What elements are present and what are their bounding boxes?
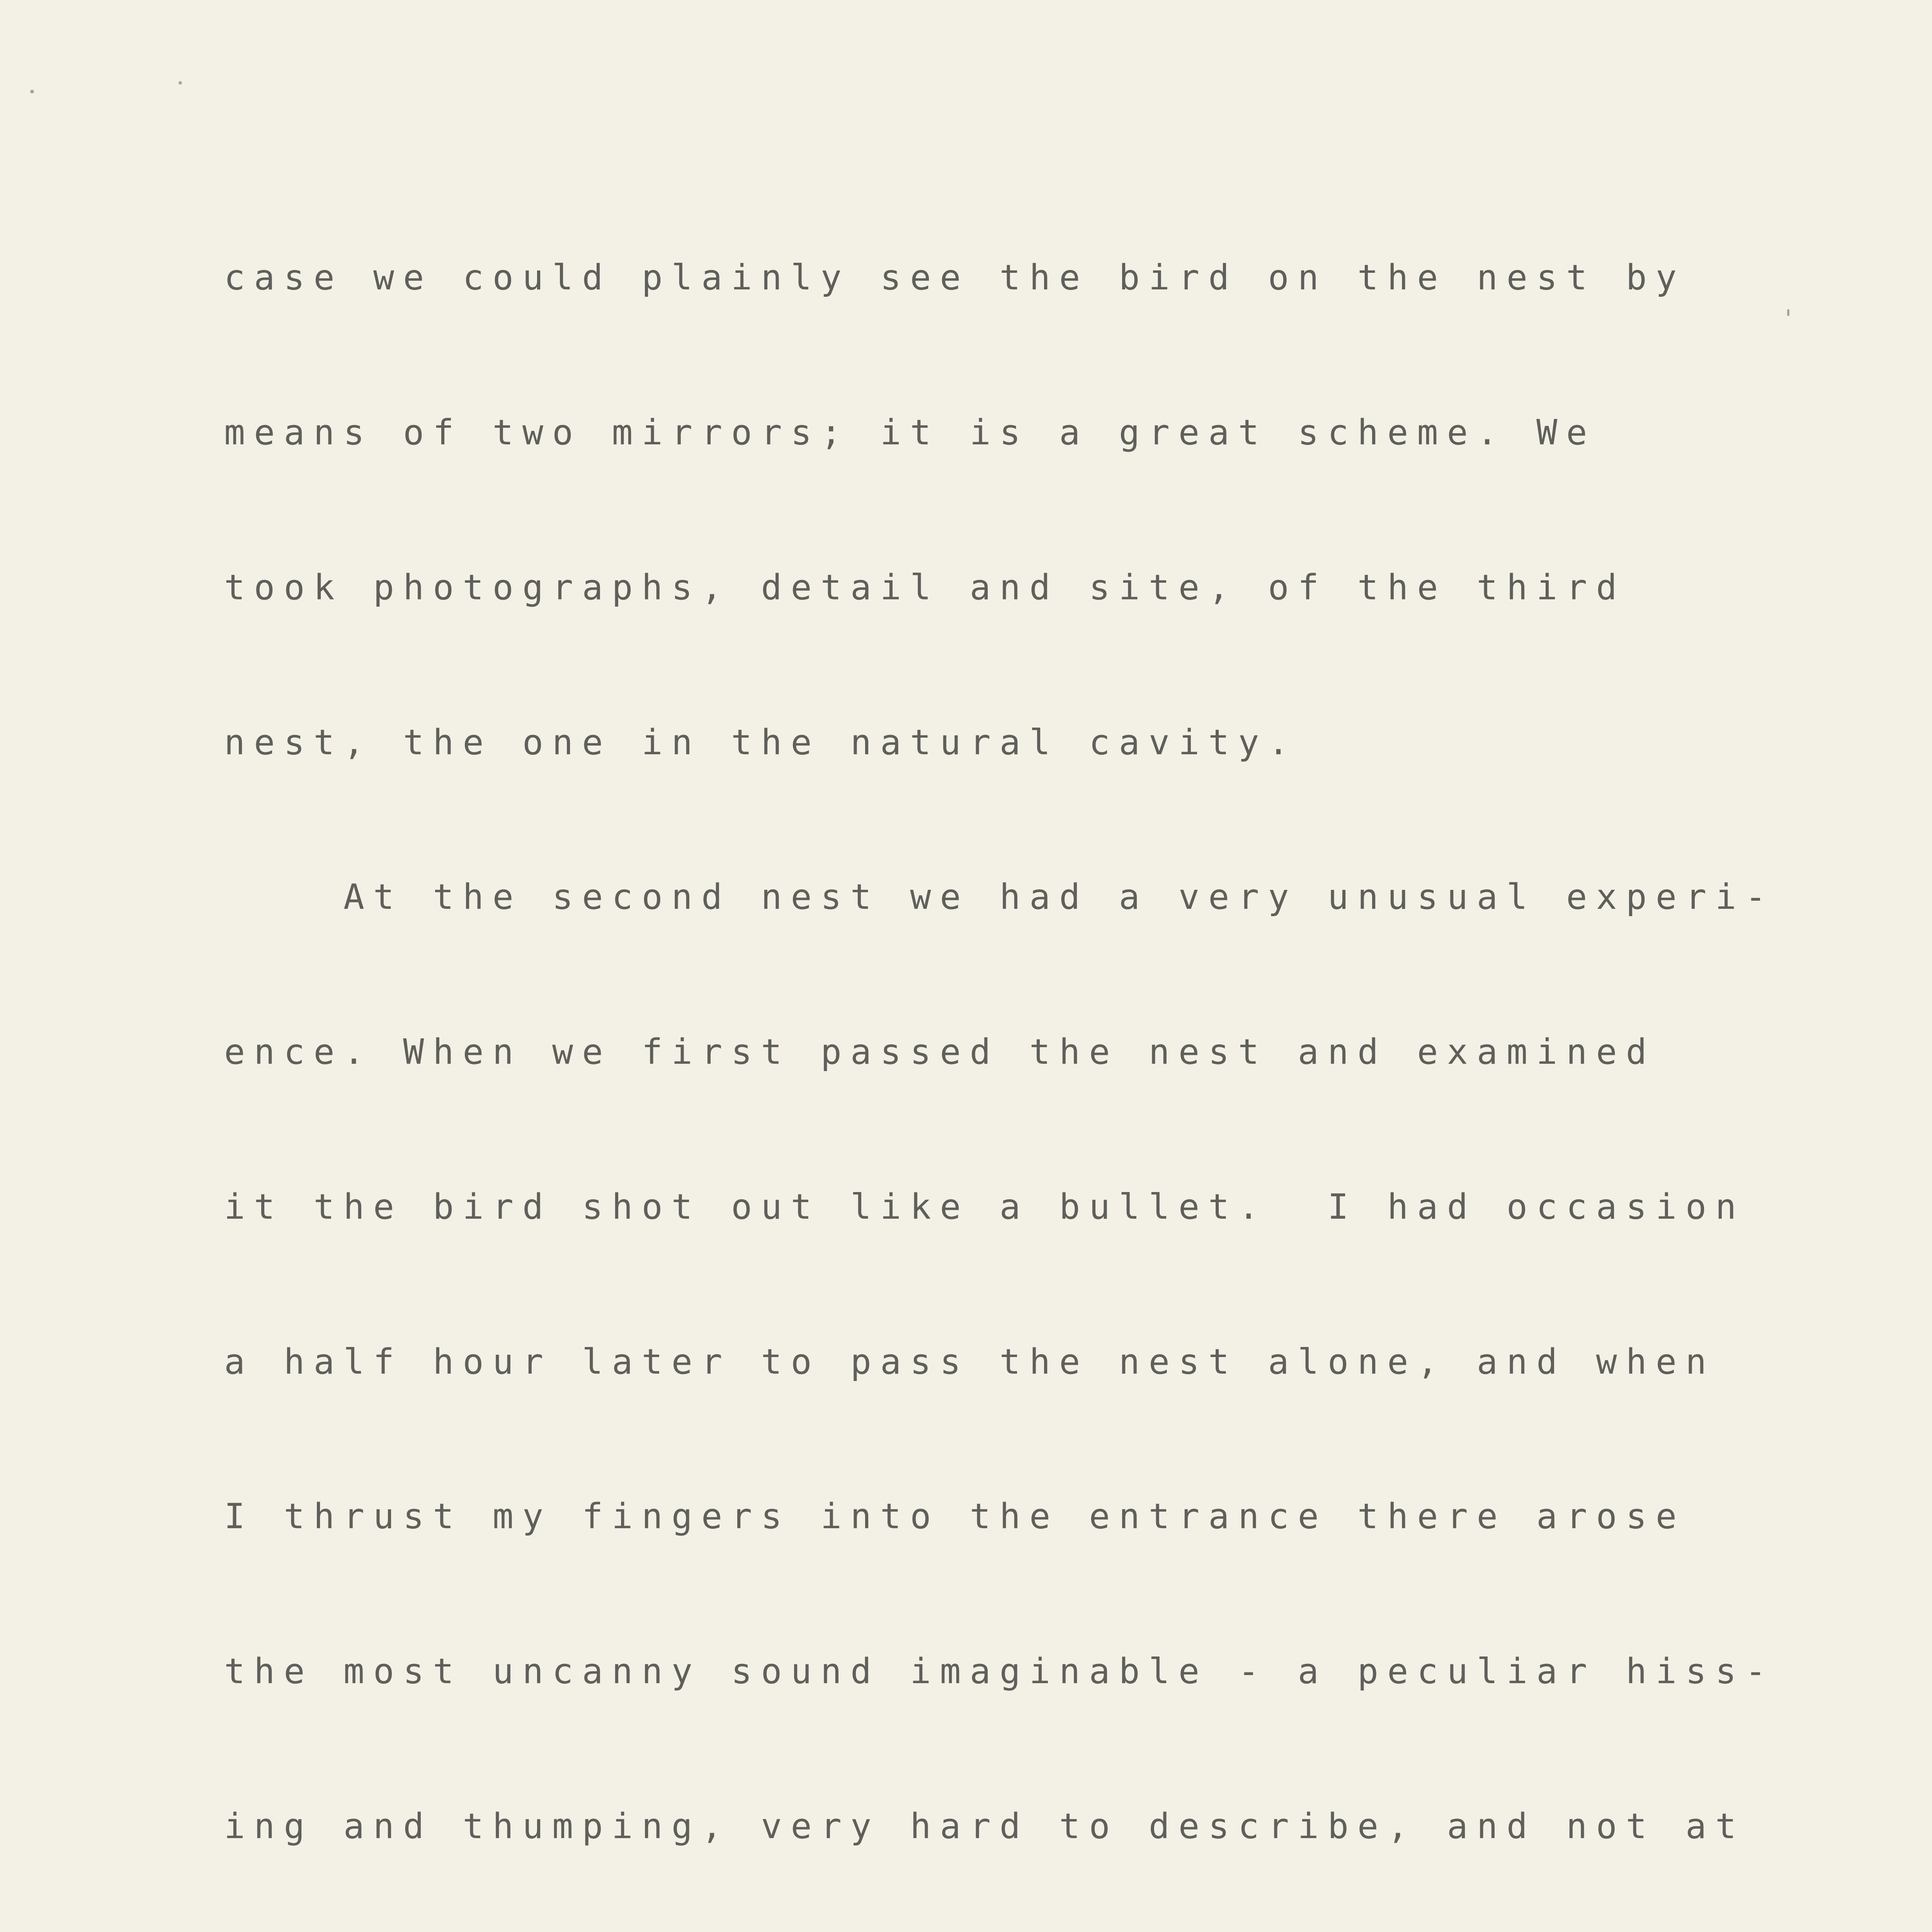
text-line: ing and thumping, very hard to describe, and not at — [224, 1806, 1745, 1847]
text-line: it the bird shot out like a bullet. I had occasion — [224, 1186, 1745, 1227]
text-line: means of two mirrors; it is a great scheme. We — [224, 412, 1596, 453]
text-line: At the second nest we had a very unusual experi- — [224, 877, 1775, 918]
text-line: the most uncanny sound imaginable - a peculiar hiss- — [224, 1651, 1775, 1692]
text-line: a half hour later to pass the nest alone, and when — [224, 1341, 1716, 1382]
text-line: ence. When we first passed the nest and examined — [224, 1032, 1656, 1073]
typed-text-block — [224, 149, 1886, 1932]
text-line: I thrust my fingers into the entrance there arose — [224, 1496, 1686, 1537]
paper-speck — [30, 90, 34, 94]
paper-speck — [179, 81, 182, 85]
text-line: case we could plainly see the bird on the nest by — [224, 257, 1686, 298]
text-line: took photographs, detail and site, of the third — [224, 567, 1626, 608]
text-line: nest, the one in the natural cavity. — [224, 722, 1298, 763]
